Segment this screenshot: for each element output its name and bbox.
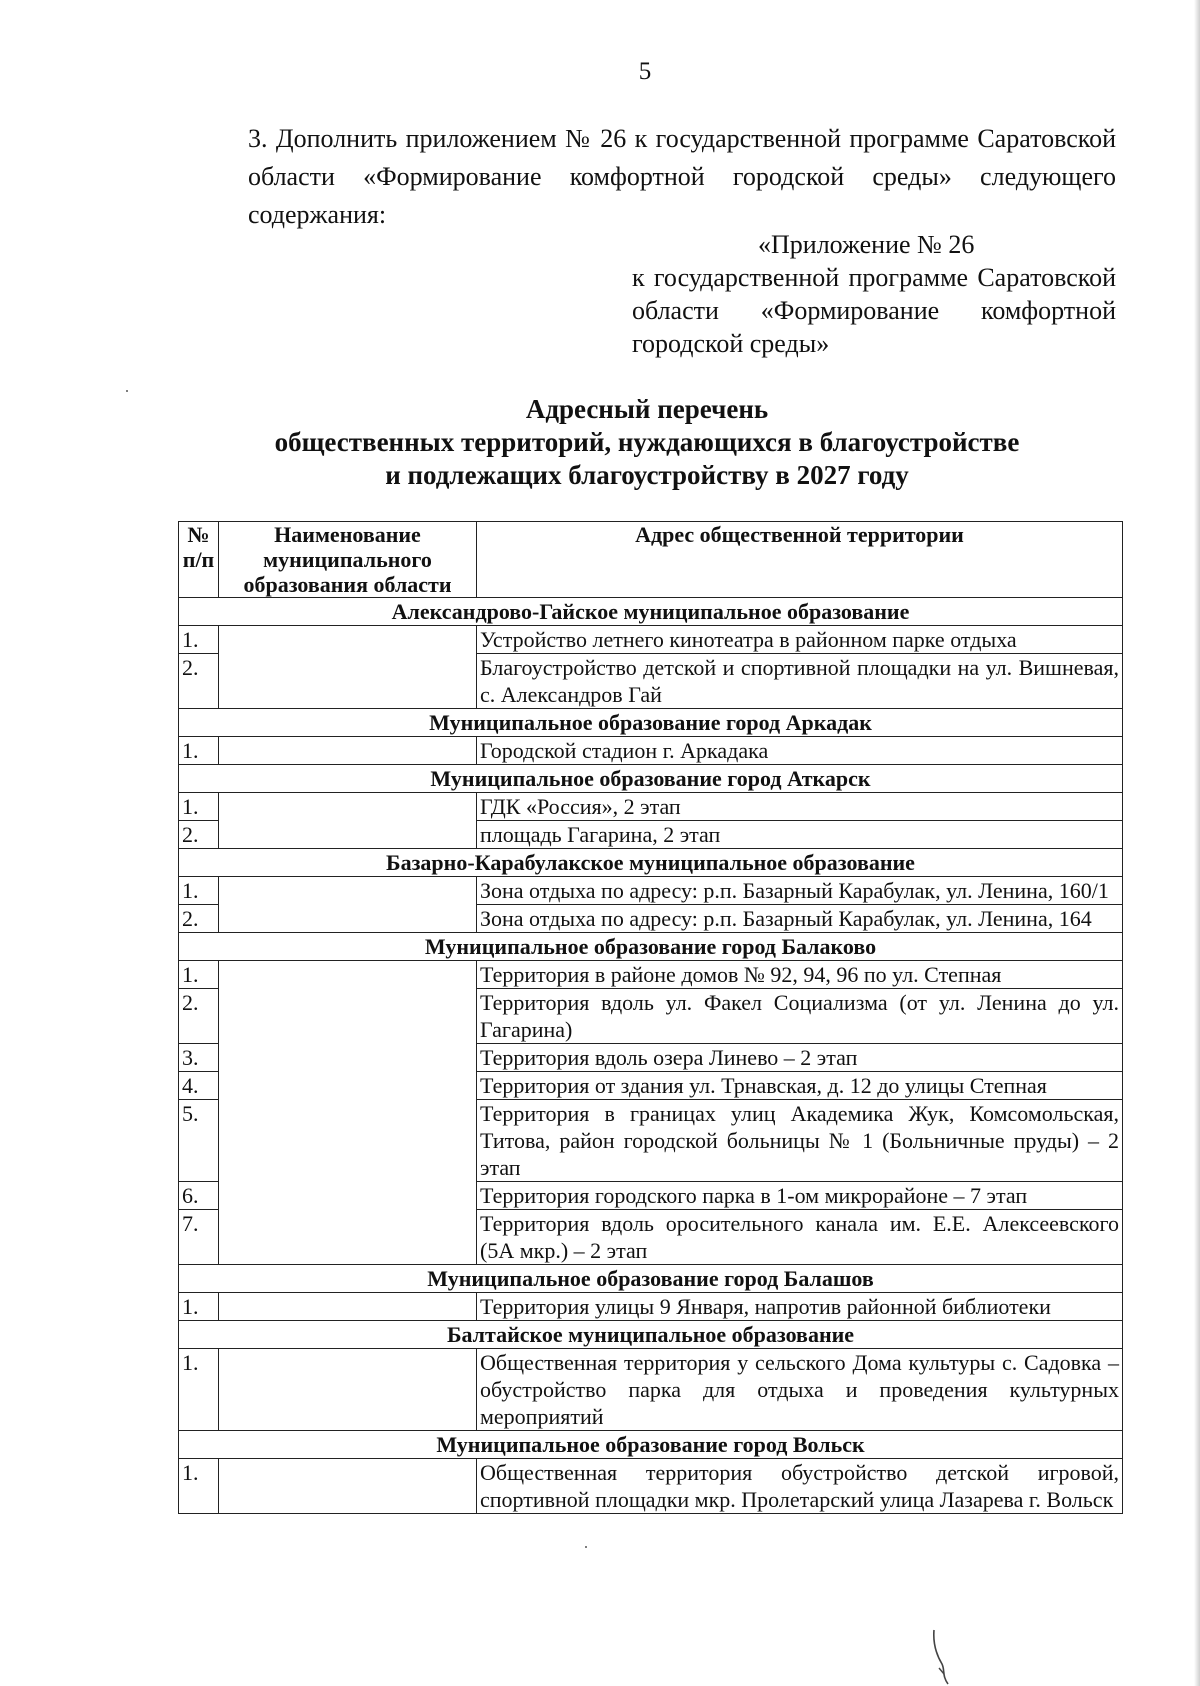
group-row (179, 849, 1123, 877)
group-row (179, 1265, 1123, 1293)
row-address: Территория городского парка в 1-ом микрорайоне – 7 этап (477, 1182, 1123, 1210)
row-number: 1. (179, 1459, 219, 1514)
appendix-note (632, 228, 1116, 360)
group-title: Балтайское муниципальное образование (179, 1321, 1123, 1349)
group-title: Муниципальное образование город Аркадак (179, 709, 1123, 737)
header-number: № п/п (179, 522, 219, 598)
municipality-cell (219, 626, 477, 709)
row-address: Городской стадион г. Аркадака (477, 737, 1123, 765)
group-title: Муниципальное образование город Вольск (179, 1431, 1123, 1459)
document-heading (178, 393, 1116, 492)
row-number: 6. (179, 1182, 219, 1210)
table-row (179, 961, 1123, 989)
row-address: Общественная территория у сельского Дома культуры с. Садовка – обустройство парка для отдыха и проведения культурных мероприятий (477, 1349, 1123, 1431)
table-header-row (179, 522, 1123, 598)
group-title: Муниципальное образование город Балаково (179, 933, 1123, 961)
heading-line-3: и подлежащих благоустройству в 2027 году (385, 460, 909, 490)
row-address: Территория вдоль оросительного канала им. Е.Е. Алексеевского (5А мкр.) – 2 этап (477, 1210, 1123, 1265)
row-number: 1. (179, 793, 219, 821)
row-number: 7. (179, 1210, 219, 1265)
row-address: Территория от здания ул. Трнавская, д. 12 до улицы Степная (477, 1072, 1123, 1100)
municipality-cell (219, 1459, 477, 1514)
table-row (179, 1349, 1123, 1431)
table-row (179, 626, 1123, 654)
row-address: Зона отдыха по адресу: р.п. Базарный Карабулак, ул. Ленина, 164 (477, 905, 1123, 933)
municipality-cell (219, 793, 477, 849)
row-number: 2. (179, 989, 219, 1044)
row-address: Зона отдыха по адресу: р.п. Базарный Карабулак, ул. Ленина, 160/1 (477, 877, 1123, 905)
row-number: 1. (179, 961, 219, 989)
group-row (179, 598, 1123, 626)
group-title: Муниципальное образование город Балашов (179, 1265, 1123, 1293)
row-address: Территория улицы 9 Января, напротив районной библиотеки (477, 1293, 1123, 1321)
header-address: Адрес общественной территории (477, 522, 1123, 598)
intro-paragraph (178, 120, 1116, 234)
group-title: Муниципальное образование город Аткарск (179, 765, 1123, 793)
municipality-cell (219, 877, 477, 933)
row-number: 1. (179, 1349, 219, 1431)
table-row (179, 877, 1123, 905)
row-number: 3. (179, 1044, 219, 1072)
row-number: 2. (179, 821, 219, 849)
table-row (179, 1459, 1123, 1514)
row-number: 2. (179, 654, 219, 709)
row-number: 1. (179, 877, 219, 905)
group-row (179, 933, 1123, 961)
appendix-title: «Приложение № 26 (758, 230, 975, 259)
row-address: площадь Гагарина, 2 этап (477, 821, 1123, 849)
row-address: Территория вдоль озера Линево – 2 этап (477, 1044, 1123, 1072)
group-title: Александрово-Гайское муниципальное образование (179, 598, 1123, 626)
table-body (179, 598, 1123, 1514)
group-row (179, 1431, 1123, 1459)
intro-text: 3. Дополнить приложением № 26 к государственной программе Саратовской области «Формирование комфортной городской среды» следующего содержания: (248, 124, 1116, 229)
row-address: Территория вдоль ул. Факел Социализма (от ул. Ленина до ул. Гагарина) (477, 989, 1123, 1044)
signature-mark (930, 1628, 952, 1686)
row-number: 2. (179, 905, 219, 933)
municipality-cell (219, 1293, 477, 1321)
scan-speck (585, 1546, 587, 1548)
table-row (179, 737, 1123, 765)
row-address: Благоустройство детской и спортивной площадки на ул. Вишневая, с. Александров Гай (477, 654, 1123, 709)
row-number: 1. (179, 626, 219, 654)
row-address: ГДК «Россия», 2 этап (477, 793, 1123, 821)
row-number: 1. (179, 1293, 219, 1321)
group-title: Базарно-Карабулакское муниципальное образование (179, 849, 1123, 877)
row-address: Устройство летнего кинотеатра в районном парке отдыха (477, 626, 1123, 654)
row-number: 4. (179, 1072, 219, 1100)
row-number: 5. (179, 1100, 219, 1182)
heading-line-1: Адресный перечень (525, 394, 769, 424)
scan-speck (126, 390, 128, 392)
territory-table (178, 521, 1123, 1514)
group-row (179, 1321, 1123, 1349)
page-number: 5 (638, 58, 652, 85)
scan-edge-shadow (1194, 0, 1200, 1686)
row-address: Общественная территория обустройство детской игровой, спортивной площадки мкр. Пролетарский улица Лазарева г. Вольск (477, 1459, 1123, 1514)
row-address: Территория в границах улиц Академика Жук, Комсомольская, Титова, район городской больницы № 1 (Больничные пруды) – 2 этап (477, 1100, 1123, 1182)
table-row (179, 1293, 1123, 1321)
municipality-cell (219, 1349, 477, 1431)
header-municipality: Наименование муниципального образования области (219, 522, 477, 598)
group-row (179, 709, 1123, 737)
row-number: 1. (179, 737, 219, 765)
municipality-cell (219, 961, 477, 1265)
municipality-cell (219, 737, 477, 765)
row-address: Территория в районе домов № 92, 94, 96 по ул. Степная (477, 961, 1123, 989)
heading-line-2: общественных территорий, нуждающихся в благоустройстве (274, 427, 1020, 457)
appendix-text: к государственной программе Саратовской области «Формирование комфортной городской среды» (632, 263, 1116, 358)
table-row (179, 793, 1123, 821)
group-row (179, 765, 1123, 793)
